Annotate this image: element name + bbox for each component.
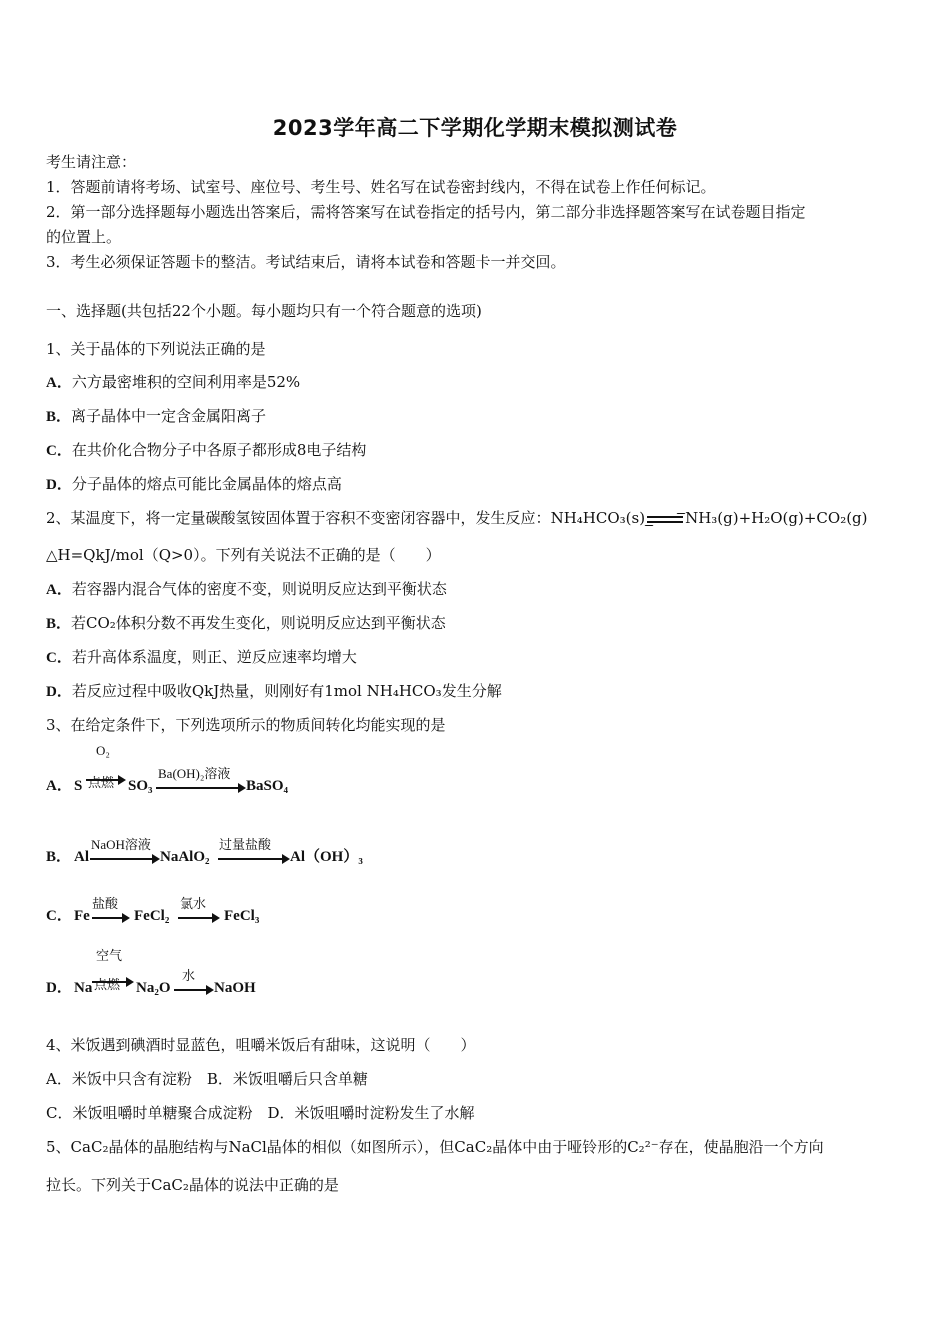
species: Na₂O — [136, 980, 171, 996]
arrow-condition-top: O₂ — [96, 743, 110, 758]
q4-stem: 4、米饭遇到碘酒时显蓝色，咀嚼米饭后有甜味，这说明（ ） — [46, 1036, 476, 1054]
species: Na — [74, 980, 93, 996]
equilibrium-arrow-icon — [647, 513, 683, 525]
option-letter: B． — [46, 409, 72, 425]
option-letter: B． — [46, 849, 72, 865]
option-letter: D． — [46, 684, 72, 700]
q2-stem-line1 — [46, 508, 868, 528]
option-text: 分子晶体的熔点可能比金属晶体的熔点高 — [71, 475, 342, 493]
q2-reactant: NH₄HCO₃(s) — [550, 509, 646, 527]
notice-item-3: 3．考生必须保证答题卡的整洁。考试结束后，请将本试卷和答题卡一并交回。 — [46, 253, 566, 271]
option-text: 离子晶体中一定含金属阳离子 — [71, 407, 267, 425]
reaction-arrow-icon — [156, 787, 244, 789]
q2-products: NH₃(g)+H₂O(g)+CO₂(g) — [685, 509, 868, 527]
arrow-condition-top: 盐酸 — [92, 896, 119, 911]
q2-option-d — [46, 681, 502, 702]
option-letter: D． — [46, 980, 72, 996]
species: S — [74, 778, 83, 794]
option-text: 若CO₂体积分数不再发生变化，则说明反应达到平衡状态 — [71, 614, 446, 632]
species: Fe — [74, 908, 90, 924]
arrow-condition-top: NaOH溶液 — [91, 837, 151, 852]
q2-stem-line2: △H=QkJ/mol（Q>0）。下列有关说法不正确的是（ ） — [46, 546, 441, 564]
option-letter: B． — [46, 616, 72, 632]
section-heading: 一、选择题(共包括22个小题。每小题均只有一个符合题意的选项) — [46, 302, 482, 320]
q5-stem-line1: 5、CaC₂晶体的晶胞结构与NaCl晶体的相似（如图所示），但CaC₂晶体中由于哑铃形的C₂²⁻存在，使晶胞沿一个方向 — [46, 1138, 824, 1156]
q3-option-a — [46, 735, 546, 795]
arrow-condition-top: Ba(OH)₂溶液 — [158, 766, 231, 781]
reaction-arrow-icon — [178, 917, 218, 919]
notice-item-2: 2．第一部分选择题每小题选出答案后，需将答案写在试卷指定的括号内，第二部分非选择题答案写在试卷题目指定 — [46, 203, 806, 221]
option-text: 若升高体系温度，则正、逆反应速率均增大 — [71, 648, 357, 666]
arrow-condition-top: 氯水 — [180, 896, 207, 911]
q3-option-b — [46, 806, 546, 866]
arrow-condition-bottom: 点燃 — [94, 978, 121, 993]
q2-stem-text: 2、某温度下，将一定量碳酸氢铵固体置于容积不变密闭容器中，发生反应： — [46, 509, 551, 527]
q5-stem-line2: 拉长。下列关于CaC₂晶体的说法中正确的是 — [46, 1176, 339, 1194]
species: NaAlO₂ — [160, 849, 210, 865]
q1-option-c — [46, 440, 366, 461]
q1-option-d — [46, 474, 342, 495]
reaction-arrow-icon — [174, 989, 212, 991]
notice-item-2-cont: 的位置上。 — [46, 228, 122, 246]
notice-heading: 考生请注意： — [46, 153, 137, 171]
species: Al — [74, 849, 89, 865]
option-text: 若反应过程中吸收QkJ热量，则刚好有1mol NH₄HCO₃发生分解 — [71, 682, 502, 700]
q1-stem: 1、关于晶体的下列说法正确的是 — [46, 340, 266, 358]
option-letter: C． — [46, 650, 72, 666]
q4-options-row1: A．米饭中只含有淀粉 B．米饭咀嚼后只含单糖 — [46, 1070, 368, 1088]
option-text: 在共价化合物分子中各原子都形成8电子结构 — [71, 441, 367, 459]
q3-stem: 3、在给定条件下，下列选项所示的物质间转化均能实现的是 — [46, 716, 446, 734]
arrow-condition-top: 水 — [182, 968, 196, 983]
q2-option-c — [46, 647, 357, 668]
arrow-condition-top: 空气 — [96, 948, 123, 963]
option-letter: A． — [46, 778, 72, 794]
reaction-arrow-icon — [90, 858, 158, 860]
species: FeCl₂ — [134, 908, 170, 924]
q2-option-b — [46, 613, 446, 634]
species: FeCl₃ — [224, 908, 260, 924]
arrow-condition-top: 过量盐酸 — [219, 837, 272, 852]
q4-options-row2: C．米饭咀嚼时单糖聚合成淀粉 D．米饭咀嚼时淀粉发生了水解 — [46, 1104, 475, 1122]
q1-option-b — [46, 406, 266, 427]
exam-title: 2023学年高二下学期化学期末模拟测试卷 — [272, 116, 678, 140]
species: Al（OH）₃ — [290, 849, 363, 865]
option-text: 若容器内混合气体的密度不变，则说明反应达到平衡状态 — [71, 580, 447, 598]
species: NaOH — [214, 980, 256, 996]
option-letter: D． — [46, 477, 72, 493]
species: BaSO₄ — [246, 778, 289, 794]
option-text: 六方最密堆积的空间利用率是52% — [71, 373, 301, 391]
option-letter: C． — [46, 908, 72, 924]
notice-item-1: 1．答题前请将考场、试室号、座位号、考生号、姓名写在试卷密封线内，不得在试卷上作任何标记。 — [46, 178, 716, 196]
reaction-arrow-icon — [92, 917, 128, 919]
option-letter: A． — [46, 375, 72, 391]
arrow-condition-bottom: 点燃 — [88, 776, 115, 791]
q3-option-d — [46, 937, 546, 997]
q1-option-a — [46, 372, 300, 393]
reaction-arrow-icon — [218, 858, 288, 860]
option-letter: C． — [46, 443, 72, 459]
option-letter: A． — [46, 582, 72, 598]
q3-option-c — [46, 865, 546, 925]
species: SO₃ — [128, 778, 153, 794]
q2-option-a — [46, 579, 447, 600]
